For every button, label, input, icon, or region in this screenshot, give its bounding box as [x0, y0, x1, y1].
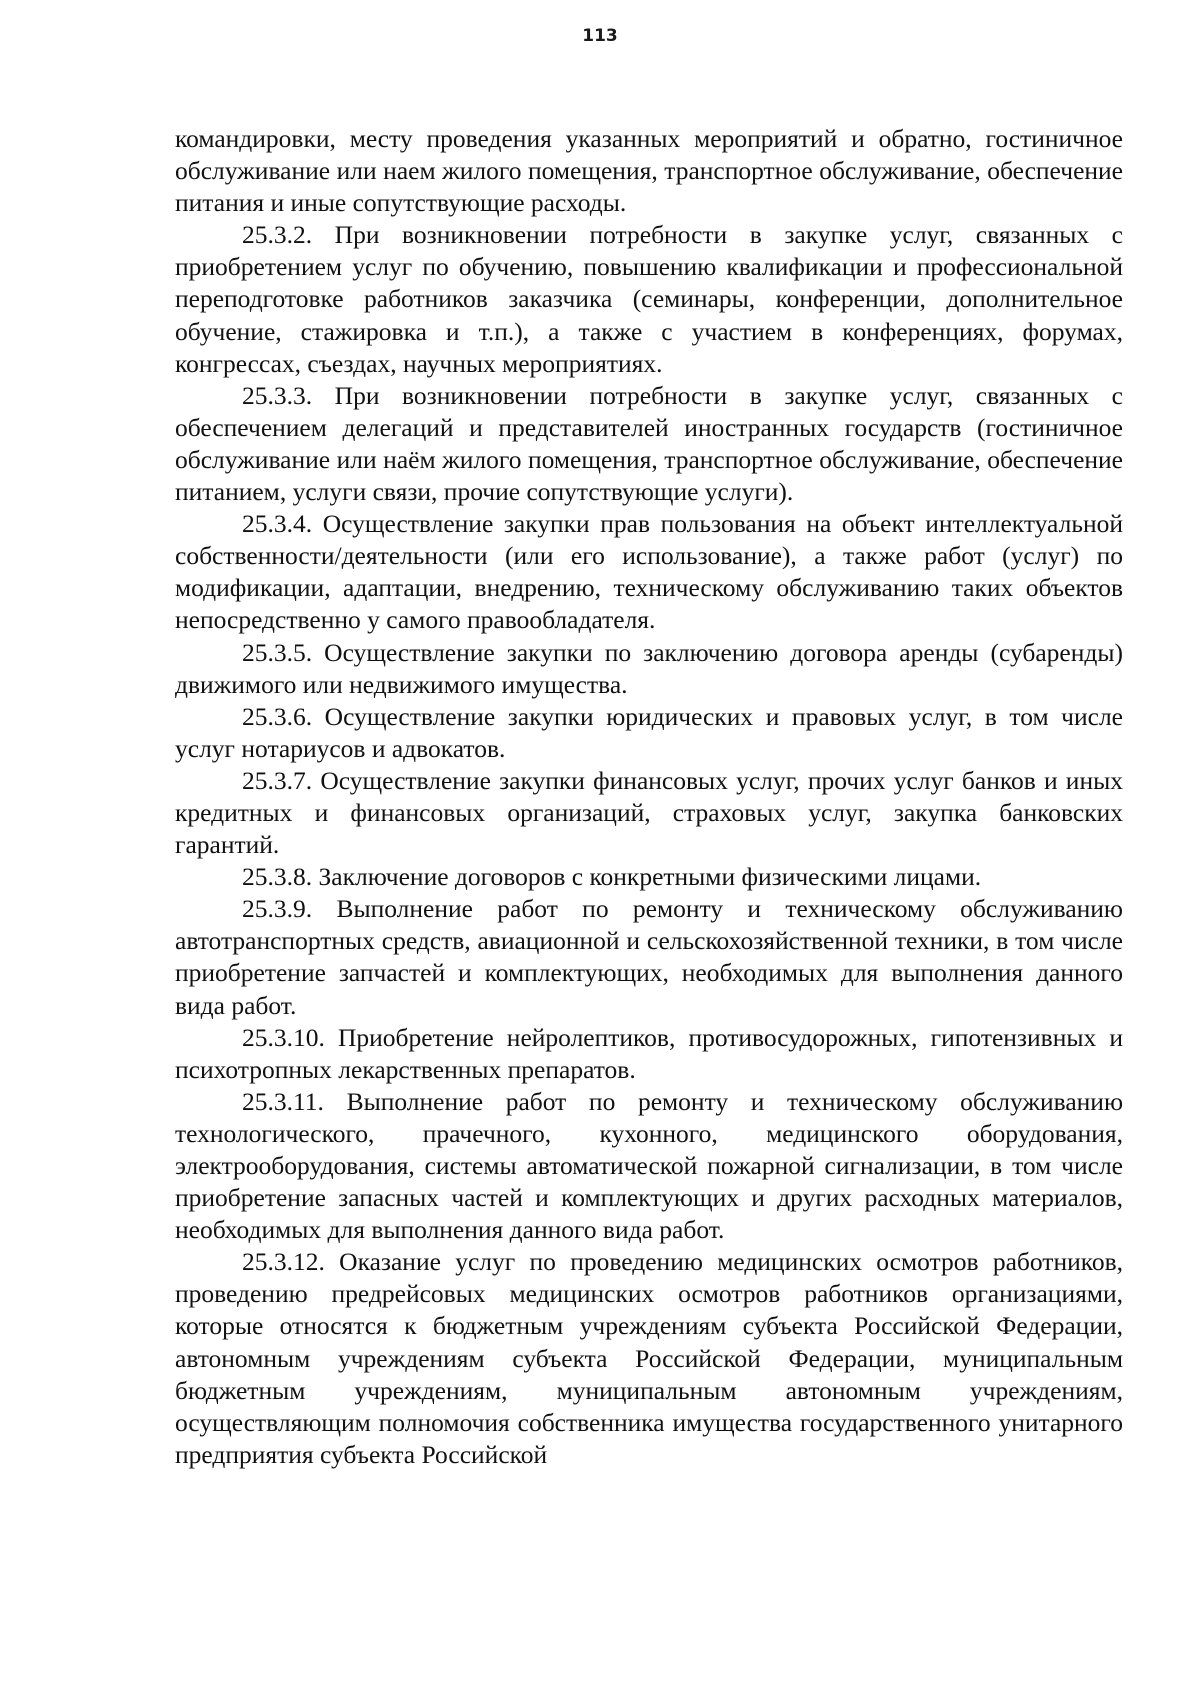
paragraph-25-3-2: 25.3.2. При возникновении потребности в закупке услуг, связанных с приобретением услуг по обучению, повышению квалификации и профессиональной переподготовке работников заказчика (семинары, конференции, дополнительное обучение, стажировка и т.п.), а также с участием в конференциях, форумах, конгрессах, съездах, научных мероприятиях. — [175, 220, 1123, 378]
page-number: 113 — [582, 26, 618, 46]
paragraph-25-3-5: 25.3.5. Осуществление закупки по заключению договора аренды (субаренды) движимого или недвижимого имущества. — [175, 637, 1123, 699]
paragraph-25-3-8: 25.3.8. Заключение договоров с конкретными физическими лицами. — [242, 862, 982, 892]
paragraph-25-3-6: 25.3.6. Осуществление закупки юридических и правовых услуг, в том числе услуг нотариусов и адвокатов. — [175, 701, 1123, 763]
paragraph-25-3-9: 25.3.9. Выполнение работ по ремонту и техническому обслуживанию автотранспортных средств, авиационной и сельскохозяйственной техники, в том числе приобретение запчастей и комплектующих, необходимых для выполнения данного вида работ. — [175, 894, 1123, 1020]
paragraph-25-3-12: 25.3.12. Оказание услуг по проведению медицинских осмотров работников, проведению предрейсовых медицинских осмотров работников организациями, которые относятся к бюджетным учреждениям субъекта Российской Федерации, автономным учреждениям субъекта Российской Федерации, муниципальным бюджетным учреждениям, муниципальным автономным учреждениям, осуществляющим полномочия собственника имущества государственного унитарного предприятия субъекта Российской — [175, 1247, 1123, 1469]
paragraph-continuation: командировки, месту проведения указанных мероприятий и обратно, гостиничное обслуживание или наем жилого помещения, транспортное обслуживание, обеспечение питания и иные сопутствующие расходы. — [175, 124, 1123, 218]
paragraph-25-3-4: 25.3.4. Осуществление закупки прав пользования на объект интеллектуальной собственности/деятельности (или его использование), а также работ (услуг) по модификации, адаптации, внедрению, техническому обслуживанию таких объектов непосредственно у самого правообладателя. — [175, 509, 1123, 635]
document-body — [175, 123, 1123, 1471]
paragraph-25-3-3: 25.3.3. При возникновении потребности в закупке услуг, связанных с обеспечением делегаций и представителей иностранных государств (гостиничное обслуживание или наём жилого помещения, транспортное обслуживание, обеспечение питанием, услуги связи, прочие сопутствующие услуги). — [175, 380, 1123, 507]
paragraph-25-3-11: 25.3.11. Выполнение работ по ремонту и техническому обслуживанию технологического, прачечного, кухонного, медицинского оборудования, электрооборудования, системы автоматической пожарной сигнализации, в том числе приобретение запасных частей и комплектующих и других расходных материалов, необходимых для выполнения данного вида работ. — [175, 1086, 1123, 1245]
paragraph-25-3-10: 25.3.10. Приобретение нейролептиков, противосудорожных, гипотензивных и психотропных лекарственных препаратов. — [175, 1022, 1123, 1084]
paragraph-25-3-7: 25.3.7. Осуществление закупки финансовых услуг, прочих услуг банков и иных кредитных и финансовых организаций, страховых услуг, закупка банковских гарантий. — [175, 765, 1123, 860]
